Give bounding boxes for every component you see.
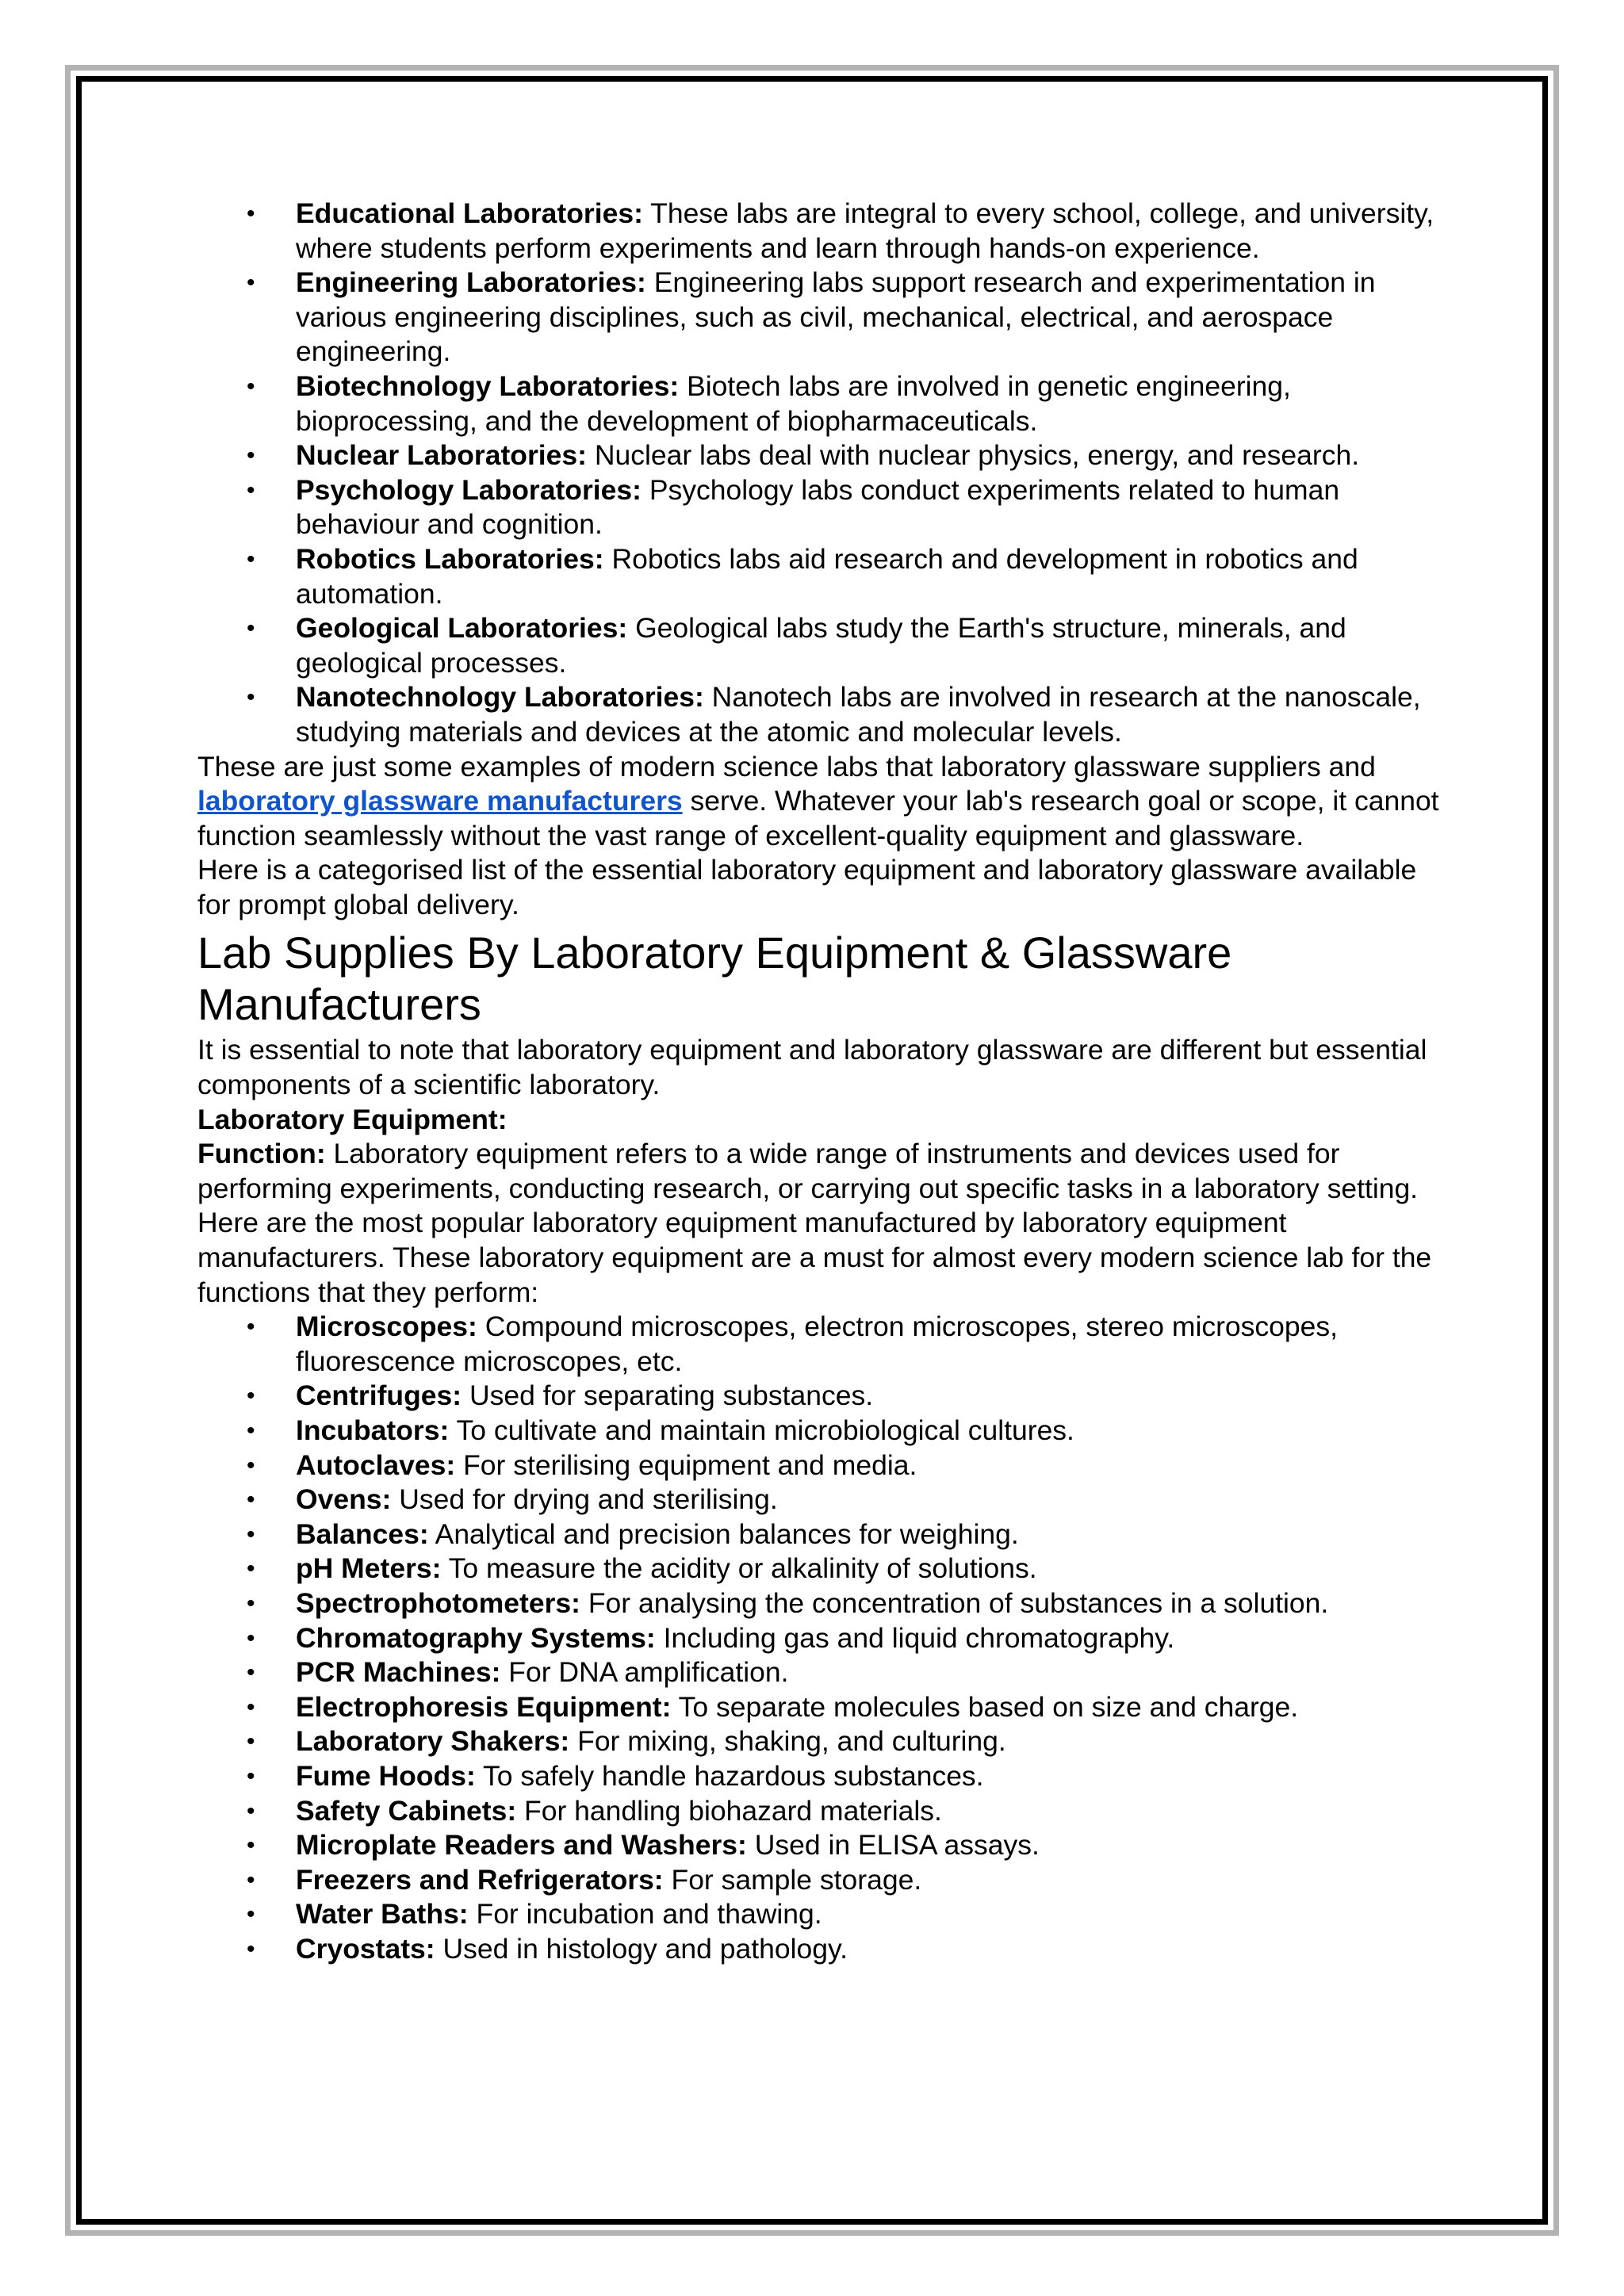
list-item — [296, 1724, 1450, 1759]
list-item-term: Educational Laboratories: — [296, 197, 643, 229]
list-item-desc: Robotics labs aid research and development in robotics and automation. — [296, 542, 1358, 610]
list-item-term: Ovens: — [296, 1483, 392, 1516]
list-item — [296, 1414, 1450, 1448]
paragraph-popular: Here are the most popular laboratory equipment manufactured by laboratory equipment manufacturers. These laboratory equipment are a must for almost every modern science lab for the functions that they perform: — [197, 1207, 1432, 1308]
list-item-term: Incubators: — [296, 1414, 450, 1446]
paragraph-suppliers: These are just some examples of modern science labs that laboratory glassware suppliers and laboratory glassware manufacturers serve. Whatever your lab's research goal or scope, it cannot function seamlessly without the vast range of excellent-quality equipment and glassware. — [197, 750, 1439, 851]
subheading-equipment: Laboratory Equipment: — [197, 1103, 508, 1135]
list-item-desc: For analysing the concentration of substances in a solution. — [580, 1586, 1329, 1619]
list-item-term: Biotechnology Laboratories: — [296, 369, 680, 402]
list-item-desc: Engineering labs support research and experimentation in various engineering disciplines, such as civil, mechanical, electrical, and aerospace engineering. — [296, 266, 1376, 368]
list-item — [296, 542, 1450, 611]
list-item-term: Fume Hoods: — [296, 1759, 476, 1792]
list-item-desc: Geological labs study the Earth's structure, minerals, and geological processes. — [296, 612, 1346, 679]
list-item-term: PCR Machines: — [296, 1656, 501, 1689]
list-item — [296, 680, 1450, 749]
list-item — [296, 1897, 1450, 1932]
lab-types-list — [197, 197, 1450, 750]
list-item-desc: For DNA amplification. — [500, 1656, 789, 1689]
list-item-term: Cryostats: — [296, 1932, 435, 1965]
list-item-term: Autoclaves: — [296, 1448, 456, 1481]
list-item-desc: For sterilising equipment and media. — [455, 1448, 917, 1481]
manufacturers-link[interactable]: laboratory glassware manufacturers — [197, 785, 683, 817]
list-item — [296, 1552, 1450, 1586]
list-item-desc: Psychology labs conduct experiments related to human behaviour and cognition. — [296, 473, 1340, 541]
list-item — [296, 266, 1450, 369]
list-item-term: Electrophoresis Equipment: — [296, 1690, 672, 1723]
list-item — [296, 473, 1450, 542]
list-item-desc: Analytical and precision balances for weighing. — [428, 1517, 1019, 1550]
list-item — [296, 1379, 1450, 1414]
list-item-desc: For sample storage. — [663, 1863, 922, 1896]
list-item — [296, 438, 1450, 473]
list-item-desc: For incubation and thawing. — [468, 1898, 822, 1931]
list-item-term: Geological Laboratories: — [296, 612, 628, 645]
list-item — [296, 1863, 1450, 1898]
list-item-term: Spectrophotometers: — [296, 1586, 580, 1619]
list-item-desc: Used for drying and sterilising. — [391, 1483, 778, 1516]
list-item — [296, 1794, 1450, 1829]
list-item-term: Robotics Laboratories: — [296, 542, 604, 575]
list-item-desc: Used for separating substances. — [462, 1380, 874, 1412]
list-item-term: Microscopes: — [296, 1311, 477, 1343]
list-item-term: Psychology Laboratories: — [296, 473, 642, 506]
list-item-desc: Nanotech labs are involved in research at the nanoscale, studying materials and devices at the atomic and molecular levels. — [296, 681, 1421, 748]
list-item — [296, 1690, 1450, 1725]
list-item — [296, 1517, 1450, 1552]
list-item-desc: Biotech labs are involved in genetic engineering, bioprocessing, and the development of biopharmaceuticals. — [296, 369, 1291, 437]
list-item-desc: Compound microscopes, electron microscopes, stereo microscopes, fluorescence microscopes, etc. — [296, 1311, 1339, 1377]
list-item — [296, 369, 1450, 438]
list-item — [296, 1655, 1450, 1690]
list-item — [296, 197, 1450, 266]
list-item-term: Laboratory Shakers: — [296, 1725, 570, 1758]
list-item-desc: Nuclear labs deal with nuclear physics, energy, and research. — [586, 439, 1360, 472]
list-item-term: Microplate Readers and Washers: — [296, 1829, 747, 1862]
list-item-desc: To cultivate and maintain microbiological cultures. — [449, 1414, 1074, 1446]
list-item-desc: For mixing, shaking, and culturing. — [569, 1725, 1006, 1758]
list-item-desc: These labs are integral to every school, college, and university, where students perform experiments and learn through hands-on experience. — [296, 197, 1434, 264]
list-item-term: Nanotechnology Laboratories: — [296, 681, 704, 714]
paragraph-function: Function: Laboratory equipment refers to a wide range of instruments and devices used for performing experiments, conducting research, or carrying out specific tasks in a laboratory setting. — [197, 1138, 1419, 1204]
document-body — [197, 197, 1450, 1967]
list-item — [296, 1932, 1450, 1967]
list-item-term: Balances: — [296, 1517, 429, 1550]
list-item — [296, 1483, 1450, 1517]
list-item — [296, 1448, 1450, 1483]
list-item — [296, 1828, 1450, 1863]
list-item — [296, 1310, 1450, 1379]
list-item-term: Safety Cabinets: — [296, 1794, 517, 1827]
list-item — [296, 611, 1450, 680]
list-item-desc: Used in ELISA assays. — [746, 1829, 1040, 1862]
list-item-desc: To measure the acidity or alkalinity of solutions. — [441, 1552, 1037, 1585]
section-heading: Lab Supplies By Laboratory Equipment & Glassware Manufacturers — [197, 928, 1232, 1030]
list-item-term: Chromatography Systems: — [296, 1621, 656, 1654]
paragraph-categorised: Here is a categorised list of the essential laboratory equipment and laboratory glassware available for prompt global delivery. — [197, 854, 1417, 920]
list-item-term: pH Meters: — [296, 1552, 442, 1585]
equipment-list — [197, 1310, 1450, 1966]
list-item — [296, 1621, 1450, 1656]
list-item-term: Engineering Laboratories: — [296, 266, 646, 299]
list-item-term: Nuclear Laboratories: — [296, 439, 587, 472]
list-item-desc: To separate molecules based on size and charge. — [671, 1690, 1299, 1723]
list-item — [296, 1586, 1450, 1621]
list-item-term: Freezers and Refrigerators: — [296, 1863, 664, 1896]
list-item-desc: Including gas and liquid chromatography. — [655, 1621, 1175, 1654]
list-item — [296, 1759, 1450, 1794]
paragraph-note: It is essential to note that laboratory equipment and laboratory glassware are different but essential components of a scientific laboratory. — [197, 1034, 1427, 1101]
list-item-desc: To safely handle hazardous substances. — [475, 1759, 984, 1792]
list-item-desc: For handling biohazard materials. — [516, 1794, 942, 1827]
list-item-desc: Used in histology and pathology. — [435, 1932, 848, 1965]
list-item-term: Water Baths: — [296, 1898, 469, 1931]
list-item-term: Centrifuges: — [296, 1380, 462, 1412]
